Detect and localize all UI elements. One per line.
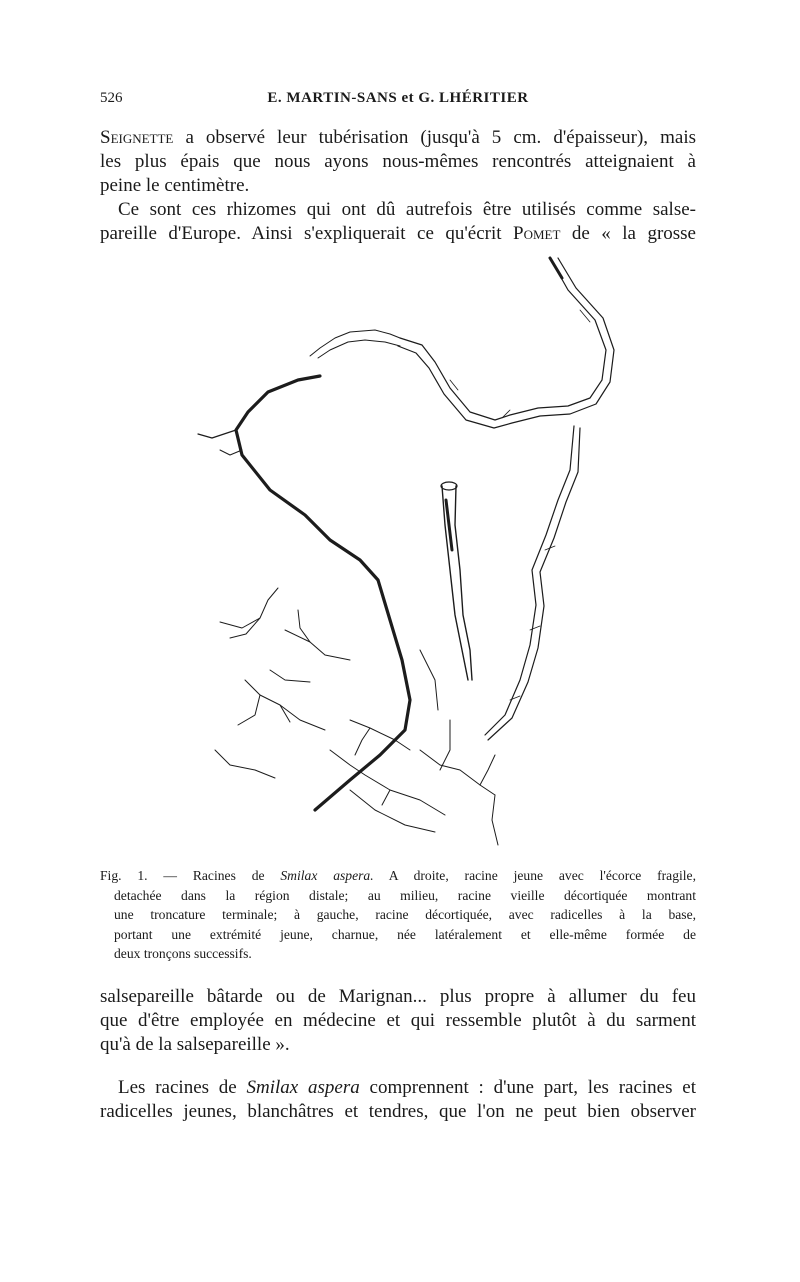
paragraph-line: qu'à de la salsepareille ». <box>100 1034 290 1055</box>
author-name-pomet: Pomet <box>513 223 561 244</box>
paragraph-line: pareille d'Europe. Ainsi s'expliquerait ce qu'écrit Pomet de « la grosse <box>100 223 696 244</box>
paragraph-line: salsepareille bâtarde ou de Marignan... plus propre à allumer du feu <box>100 986 696 1007</box>
figure-caption <box>100 866 696 964</box>
caption-line: detachée dans la région distale; au milieu, racine vieille décortiquée montrant <box>114 887 696 903</box>
species-name: Smilax aspera. <box>280 868 374 883</box>
caption-line: une troncature terminale; à gauche, racine décortiquée, avec radicelles à la base, <box>114 907 696 922</box>
paragraph-line: Ce sont ces rhizomes qui ont dû autrefois être utilisés comme salse- <box>118 199 696 220</box>
young-root-right <box>310 258 614 428</box>
root-illustration <box>150 250 650 860</box>
paragraph-line: peine le centimètre. <box>100 175 250 196</box>
paragraph-1 <box>100 126 696 198</box>
paragraph-3 <box>100 985 696 1057</box>
running-head <box>100 90 696 112</box>
decorticated-root-left <box>198 376 410 810</box>
paragraph-line: radicelles jeunes, blanchâtres et tendres, que l'on ne peut bien observer <box>100 1101 696 1122</box>
paragraph-line: Les racines de Smilax aspera comprennent : d'une part, les racines et <box>118 1077 696 1098</box>
caption-line: deux tronçons successifs. <box>114 946 252 961</box>
paragraph-line: que d'être employée en médecine et qui ressemble plutôt à du sarment <box>100 1010 696 1031</box>
species-name: Smilax aspera <box>246 1077 360 1098</box>
old-root-middle <box>441 482 472 680</box>
paragraph-2 <box>100 198 696 246</box>
page-number: 526 <box>100 90 123 106</box>
caption-line: portant une extrémité jeune, charnue, née latéralement et elle-même formée de <box>114 926 696 942</box>
author-name-seignette: Seignette <box>100 127 174 148</box>
paragraph-line: les plus épais que nous ayons nous-mêmes rencontrés atteignaient à <box>100 151 696 172</box>
paragraph-line: Seignette a observé leur tubérisation (jusqu'à 5 cm. d'épaisseur), mais <box>100 127 696 148</box>
radicles <box>215 588 498 845</box>
running-title: E. MARTIN-SANS et G. LHÉRITIER <box>267 90 529 106</box>
paragraph-4 <box>100 1076 696 1124</box>
caption-line: Fig. 1. — Racines de Smilax aspera. A droite, racine jeune avec l'écorce fragile, <box>100 868 696 883</box>
segmented-root-right <box>485 426 580 740</box>
